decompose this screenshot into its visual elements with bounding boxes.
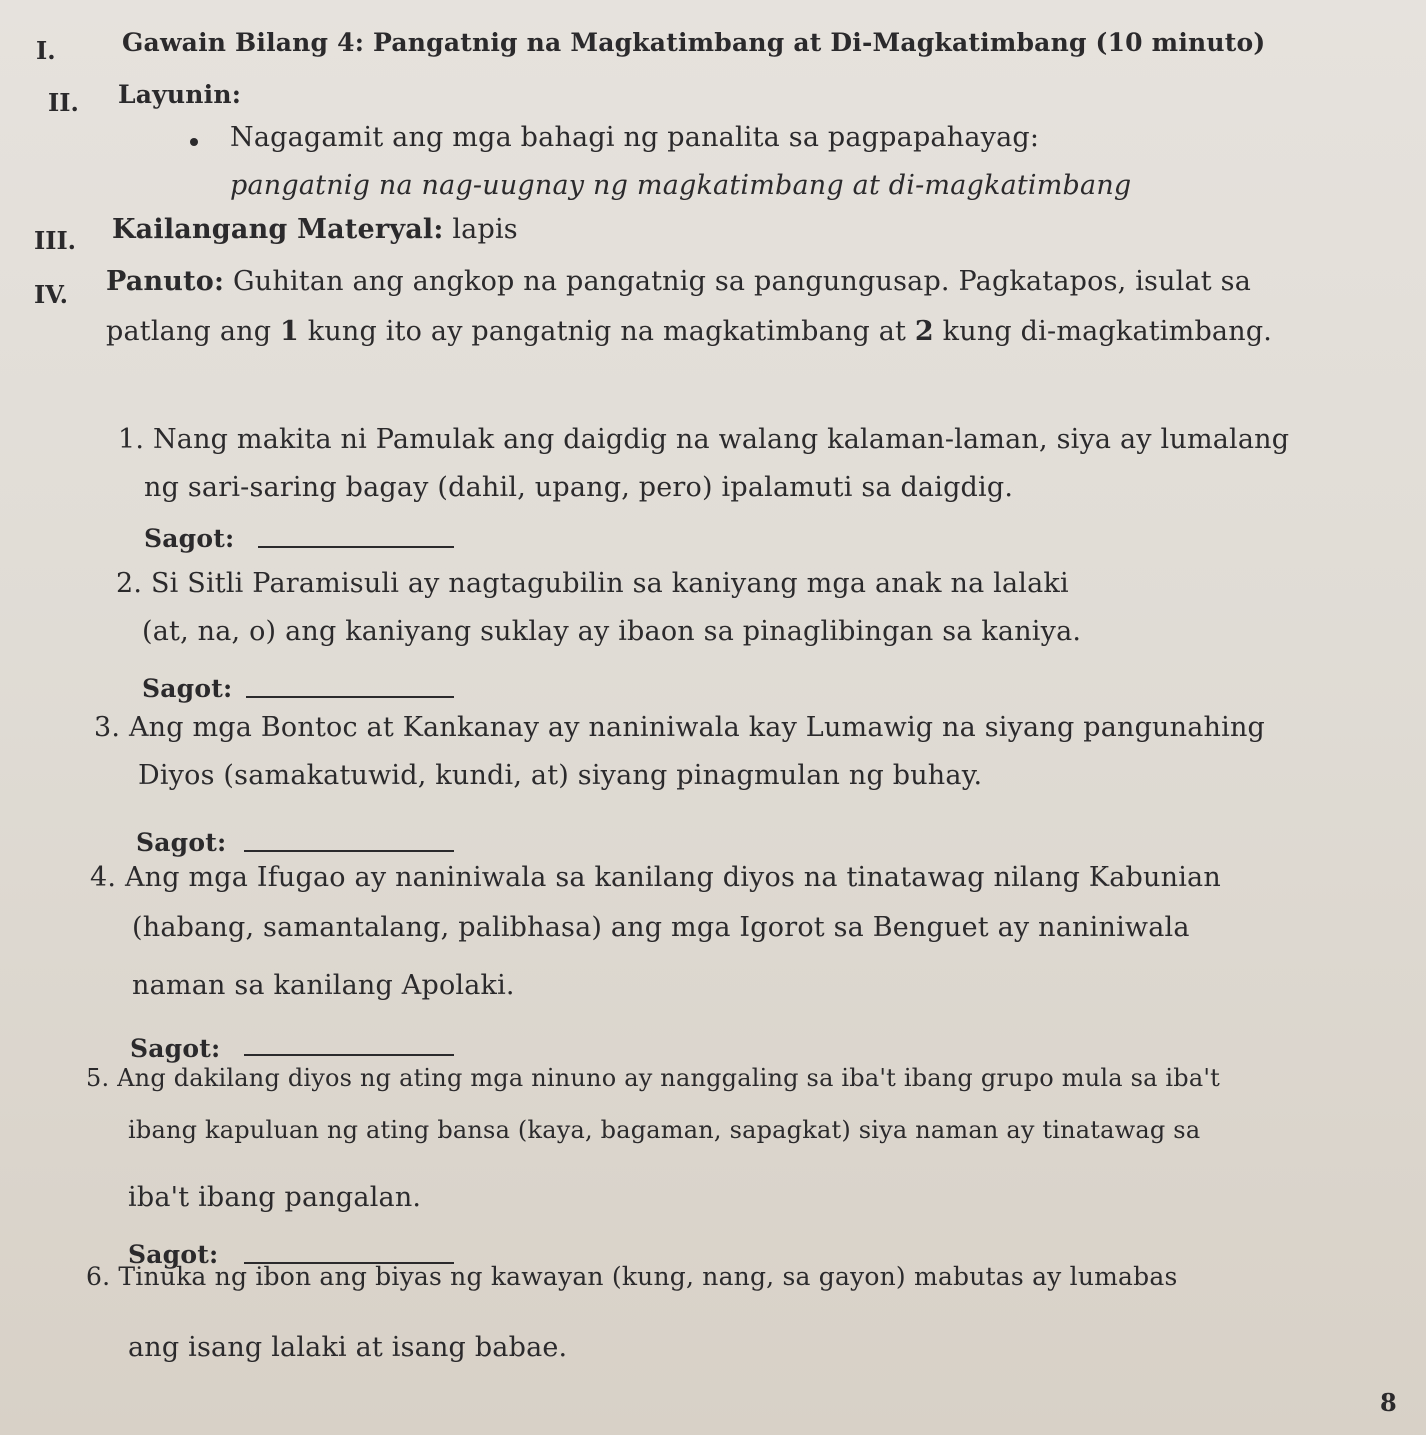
panuto-text-1: Guhitan ang angkop na pangatnig sa pangungusap. Pagkatapos, isulat sa [232,266,1251,297]
item-1-line-1: 1. Nang makita ni Pamulak ang daigdig na walang kalaman-laman, siya ay lumalang [118,424,1290,455]
panuto-number-1: 1 [279,316,299,347]
item-3-sagot-label: Sagot: [136,828,227,857]
panuto-label: Panuto: [106,266,225,297]
item-4-answer-blank[interactable] [244,1054,454,1056]
bullet-icon [190,138,198,146]
page-number: 8 [1380,1388,1397,1417]
panuto-line-1 [106,266,1251,297]
panuto-text-2e: kung di-magkatimbang. [933,316,1273,347]
item-4-line-2: (habang, samantalang, palibhasa) ang mga Igorot sa Benguet ay naniniwala [132,912,1190,943]
item-4-line-3: naman sa kanilang Apolaki. [132,970,515,1001]
panuto-text-2c: kung ito ay pangatnig na magkatimbang at [298,316,915,347]
item-2-sagot-label: Sagot: [142,674,233,703]
item-5-line-2: ibang kapuluan ng ating bansa (kaya, bagaman, sapagkat) siya naman ay tinatawag sa [128,1116,1201,1144]
materyal-line [112,214,518,245]
item-1-answer-blank[interactable] [258,546,454,548]
item-3-line-1: 3. Ang mga Bontoc at Kankanay ay naniniwala kay Lumawig na siyang pangunahing [94,712,1266,743]
panuto-text-2a: patlang ang [106,316,280,347]
layunin-label: Layunin: [118,80,242,109]
item-5-line-1: 5. Ang dakilang diyos ng ating mga ninuno ay nanggaling sa iba't ibang grupo mula sa iba't [86,1064,1221,1092]
layunin-bullet-text: Nagagamit ang mga bahagi ng panalita sa pagpapahayag: [230,122,1040,153]
item-4-sagot-label: Sagot: [130,1034,221,1063]
item-3-line-2: Diyos (samakatuwid, kundi, at) siyang pinagmulan ng buhay. [138,760,983,791]
item-2-answer-blank[interactable] [246,696,454,698]
item-1-line-2: ng sari-saring bagay (dahil, upang, pero) ipalamuti sa daigdig. [144,472,1014,503]
item-5-line-3: iba't ibang pangalan. [128,1182,422,1213]
section-number-3: III. [34,226,77,255]
panuto-number-2: 2 [914,316,934,347]
panuto-line-2 [106,316,1272,347]
item-1-sagot-label: Sagot: [144,524,235,553]
section-number-4: IV. [34,280,69,309]
item-5-sagot-label: Sagot: [128,1240,219,1269]
item-4-line-1: 4. Ang mga Ifugao ay naniniwala sa kanilang diyos na tinatawag nilang Kabunian [90,862,1221,893]
worksheet-title: Gawain Bilang 4: Pangatnig na Magkatimbang at Di-Magkatimbang (10 minuto) [122,28,1266,57]
section-number-1: I. [36,36,56,65]
section-number-2: II. [48,88,79,117]
item-2-line-1: 2. Si Sitli Paramisuli ay nagtagubilin sa kaniyang mga anak na lalaki [116,568,1069,599]
item-6-line-2: ang isang lalaki at isang babae. [128,1332,568,1363]
materyal-label: Kailangang Materyal: [112,214,444,245]
item-3-answer-blank[interactable] [244,850,454,852]
item-2-line-2: (at, na, o) ang kaniyang suklay ay ibaon sa pinaglibingan sa kaniya. [142,616,1082,647]
materyal-value: lapis [452,214,518,245]
layunin-detail: pangatnig na nag-uugnay ng magkatimbang at di-magkatimbang [230,170,1132,201]
item-6-line-1: 6. Tinuka ng ibon ang biyas ng kawayan (kung, nang, sa gayon) mabutas ay lumabas [86,1262,1178,1291]
